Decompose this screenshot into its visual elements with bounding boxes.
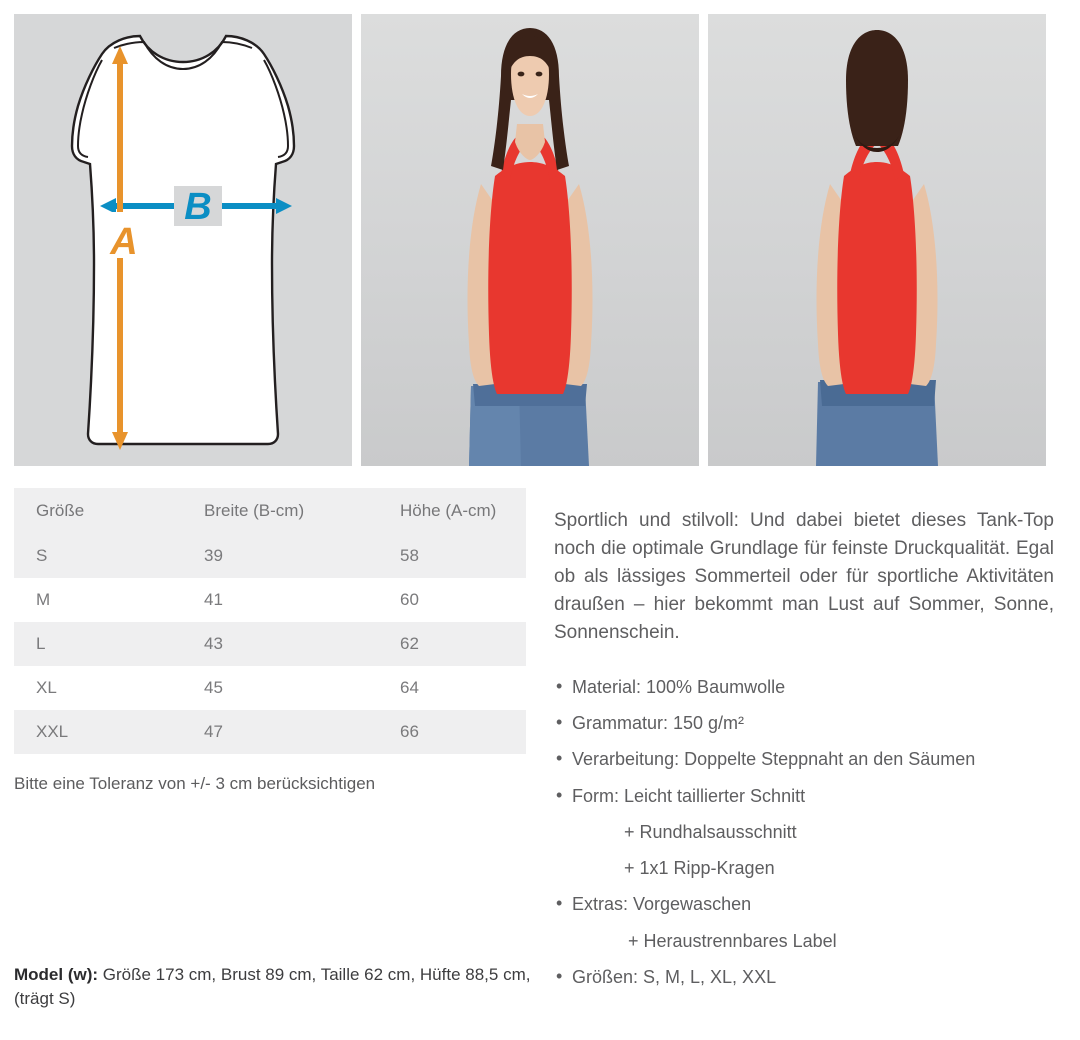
cell-width: 45 — [182, 666, 378, 710]
model-back-photo — [708, 14, 1046, 466]
model-label: Model (w): — [14, 964, 99, 984]
table-row — [14, 622, 526, 666]
cell-height: 60 — [378, 578, 526, 622]
cell-height: 58 — [378, 534, 526, 578]
list-item: • Verarbeitung: Doppelte Steppnaht an den Säumen — [554, 747, 1054, 771]
list-item: • Größen: S, M, L, XL, XXL — [554, 965, 1054, 989]
model-front-photo — [361, 14, 699, 466]
list-item-sub: + Rundhalsausschnitt — [624, 821, 797, 842]
cell-size: XL — [14, 666, 182, 710]
svg-text:B: B — [184, 186, 212, 228]
cell-size: M — [14, 578, 182, 622]
table-header-row — [14, 488, 526, 534]
cell-width: 41 — [182, 578, 378, 622]
list-item: • Extras: Vorgewaschen — [554, 892, 1054, 916]
col-header-width: Breite (B-cm) — [182, 488, 378, 534]
list-item-sub: + 1x1 Ripp-Kragen — [624, 858, 775, 879]
cell-size: XXL — [14, 710, 182, 754]
model-measurements-note — [14, 963, 534, 1012]
cell-size: L — [14, 622, 182, 666]
model-measurements: Größe 173 cm, Brust 89 cm, Taille 62 cm, Hüfte 88,5 cm, (trägt S) — [14, 964, 531, 1009]
table-row — [14, 710, 526, 754]
cell-height: 64 — [378, 666, 526, 710]
details-section — [0, 466, 1080, 1001]
cell-width: 39 — [182, 534, 378, 578]
list-item-sub: + Heraustrennbares Label — [628, 930, 837, 951]
cell-size: S — [14, 534, 182, 578]
list-item: • Form: Leicht taillierter Schnitt — [554, 784, 1054, 808]
table-row — [14, 534, 526, 578]
table-row — [14, 666, 526, 710]
size-column — [14, 488, 526, 1001]
tolerance-note: Bitte eine Toleranz von +/- 3 cm berücksichtigen — [14, 774, 376, 793]
cell-height: 66 — [378, 710, 526, 754]
table-row — [14, 578, 526, 622]
description-column — [554, 488, 1054, 1001]
image-strip — [0, 0, 1080, 466]
feature-list — [554, 675, 1054, 990]
svg-text:A: A — [110, 221, 138, 263]
tank-top-measurement-diagram — [14, 14, 352, 466]
cell-width: 43 — [182, 622, 378, 666]
model-back-illustration — [708, 14, 1046, 466]
model-front-illustration — [361, 14, 699, 466]
schematic-svg — [14, 14, 352, 466]
product-description: Sportlich und stilvoll: Und dabei bietet dieses Tank-Top noch die optimale Grundlage für feinste Druckqualität. Egal ob als lässiges Sommerteil oder für sportliche Aktivitäten draußen – hier bekommt man Lust auf Sommer, Sonne, Sonnenschein. — [554, 510, 1054, 643]
list-item: • Material: 100% Baumwolle — [554, 675, 1054, 699]
size-table — [14, 488, 526, 754]
cell-height: 62 — [378, 622, 526, 666]
cell-width: 47 — [182, 710, 378, 754]
col-header-height: Höhe (A-cm) — [378, 488, 526, 534]
list-item: • Grammatur: 150 g/m² — [554, 711, 1054, 735]
col-header-size: Größe — [14, 488, 182, 534]
